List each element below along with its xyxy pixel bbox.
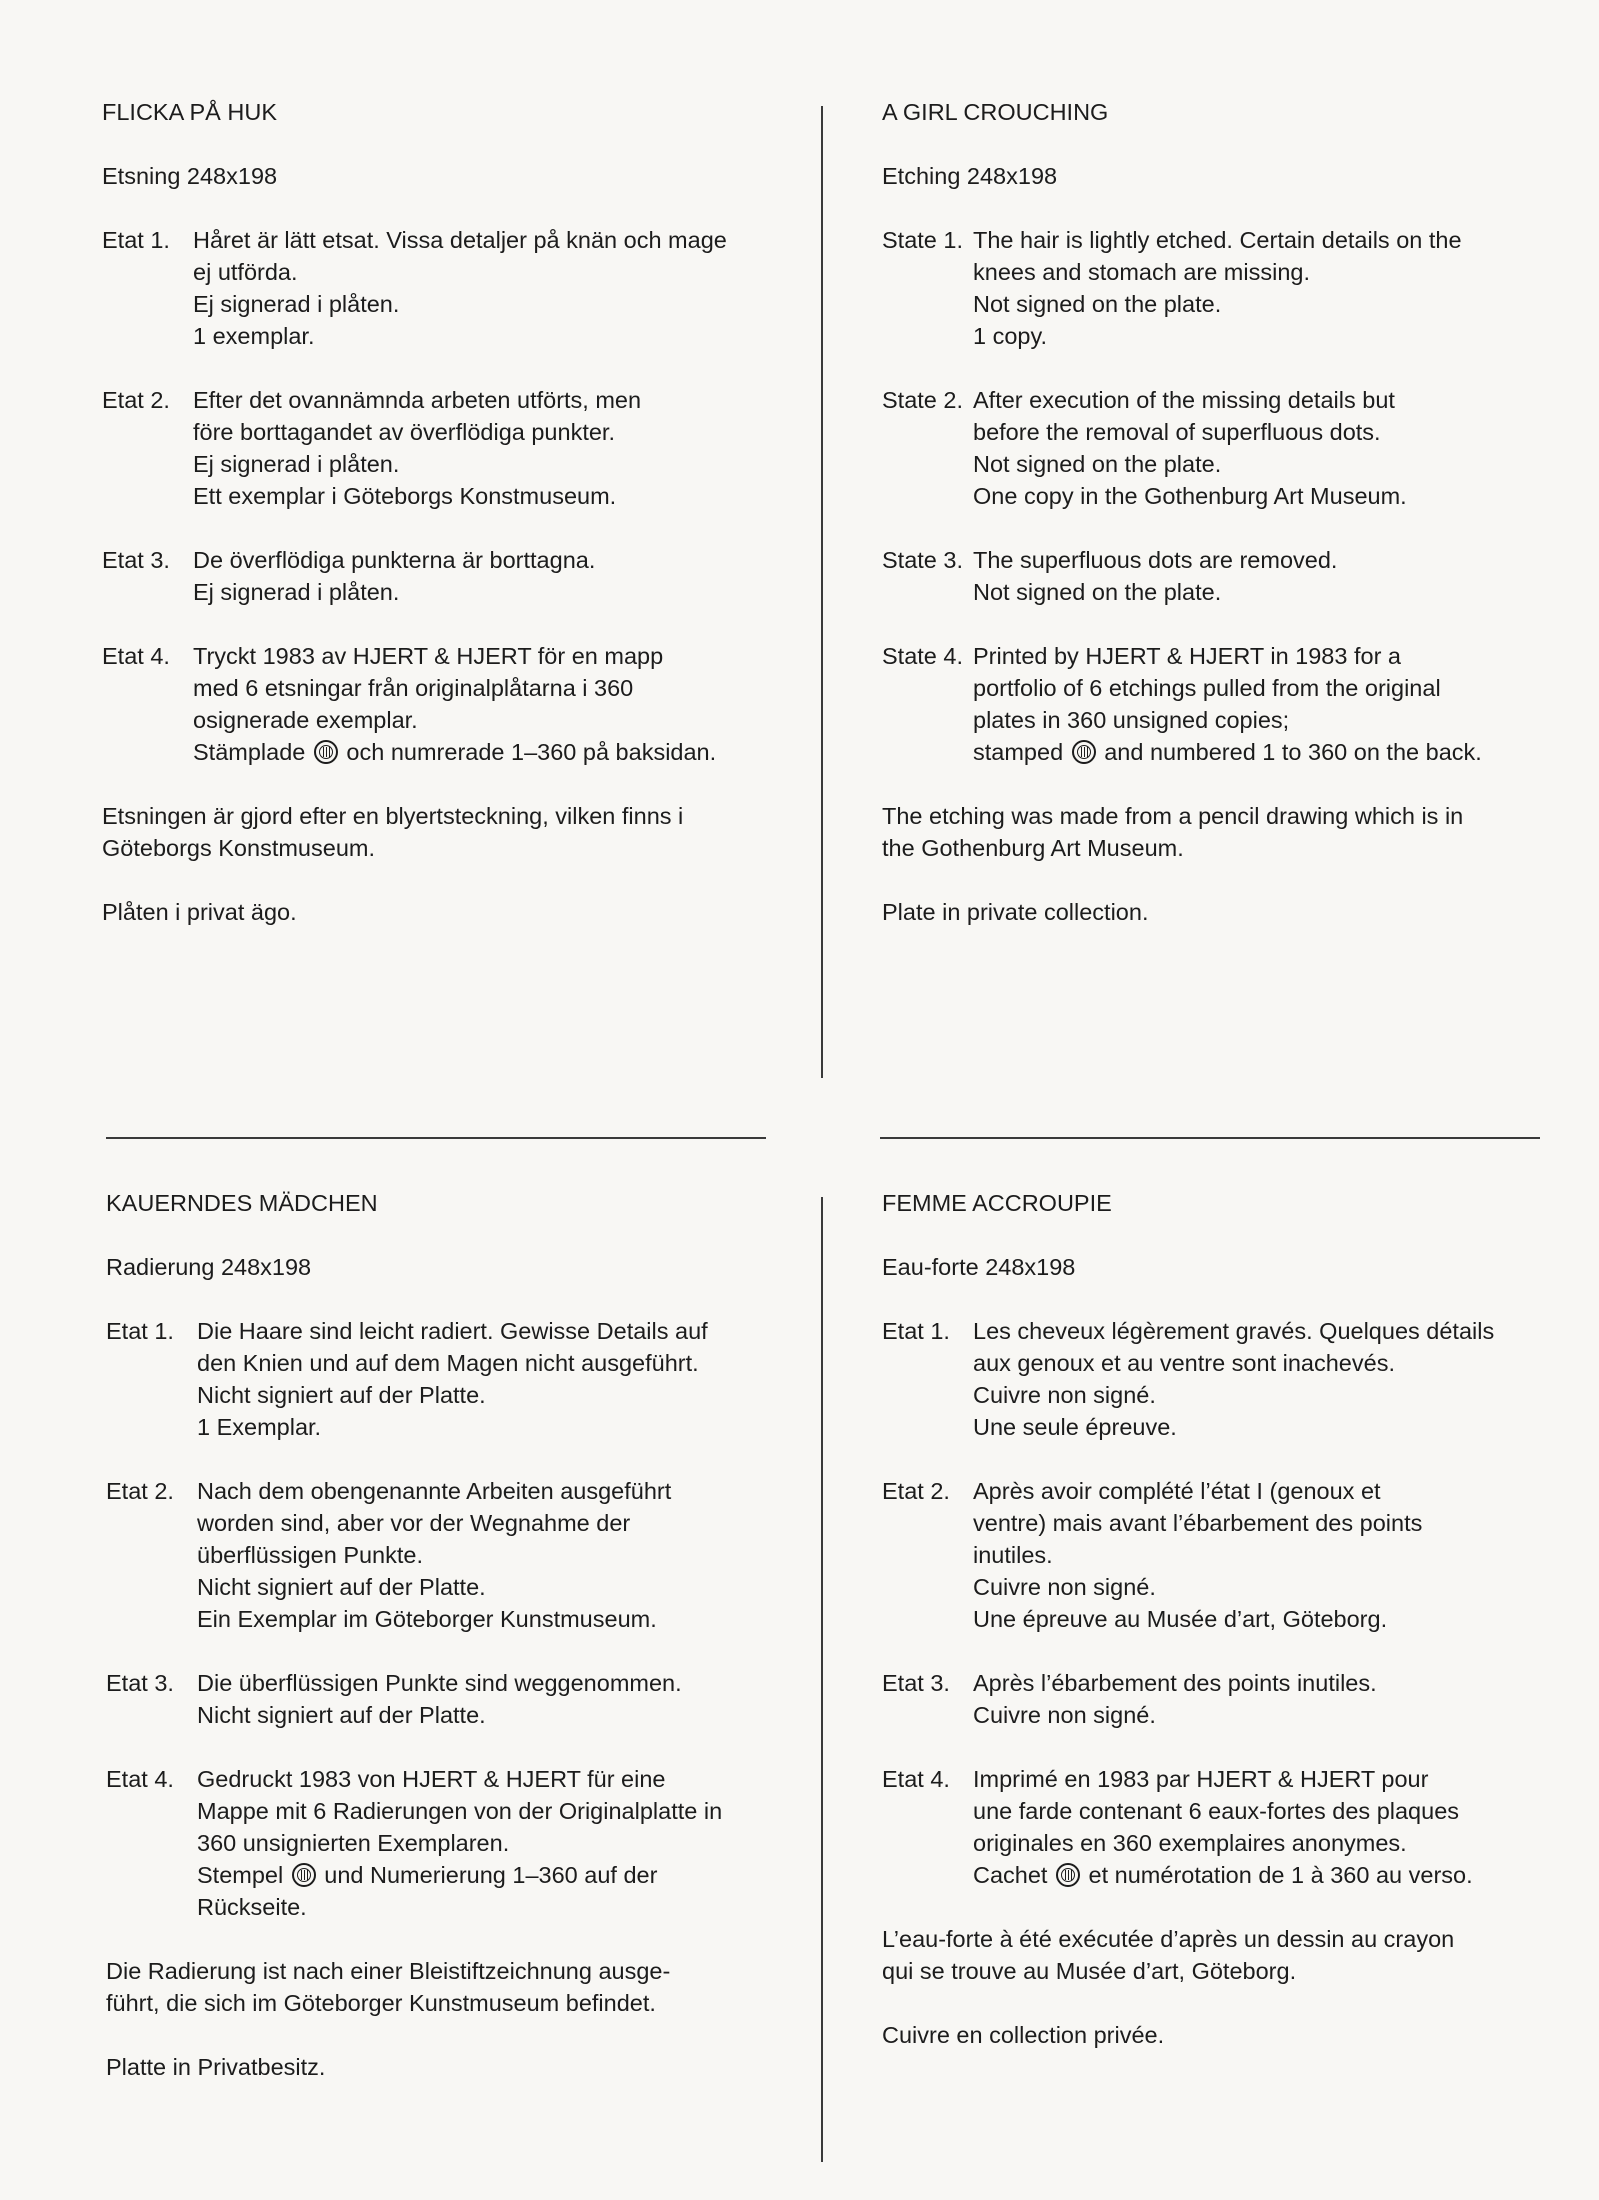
state-text xyxy=(197,1315,796,1443)
state-line: Ej signerad i plåten. xyxy=(193,291,400,317)
state-label: Etat 2. xyxy=(882,1478,950,1504)
stamp-line xyxy=(193,736,792,768)
section-french xyxy=(882,1187,1572,2083)
state-entry xyxy=(102,224,792,352)
state-entry xyxy=(882,224,1572,352)
state-line: Printed by HJERT & HJERT in 1983 for a xyxy=(973,643,1401,669)
state-line: portfolio of 6 etchings pulled from the original xyxy=(973,675,1441,701)
state-line: Ej signerad i plåten. xyxy=(193,579,400,605)
section-note xyxy=(882,800,1572,864)
note-line: qui se trouve au Musée d’art, Göteborg. xyxy=(882,1958,1297,1984)
state-line: De överflödiga punkterna är borttagna. xyxy=(193,547,596,573)
note-line: Die Radierung ist nach einer Bleistiftzeichnung ausge- xyxy=(106,1958,671,1984)
state-label: State 2. xyxy=(882,387,963,413)
stamp-line xyxy=(973,1859,1572,1891)
note-line: Platte in Privatbesitz. xyxy=(106,2054,326,2080)
state-line: The hair is lightly etched. Certain details on the xyxy=(973,227,1462,253)
state-line: Håret är lätt etsat. Vissa detaljer på knän och mage xyxy=(193,227,727,253)
hjert-stamp-icon xyxy=(314,740,338,764)
state-line: före borttagandet av överflödiga punkter. xyxy=(193,419,615,445)
state-line: Die überflüssigen Punkte sind weggenommen. xyxy=(197,1670,682,1696)
section-note xyxy=(102,896,792,928)
stamp-before-text: Stämplade xyxy=(193,739,306,765)
state-entry xyxy=(102,384,792,512)
section-note xyxy=(882,896,1572,928)
section-title: KAUERNDES MÄDCHEN xyxy=(106,1190,378,1216)
state-entry xyxy=(882,1763,1572,1891)
state-line: Une seule épreuve. xyxy=(973,1414,1177,1440)
state-text xyxy=(973,224,1572,352)
section-title: A GIRL CROUCHING xyxy=(882,99,1109,125)
section-swedish xyxy=(102,96,792,960)
state-line: Ein Exemplar im Göteborger Kunstmuseum. xyxy=(197,1606,657,1632)
state-entry xyxy=(106,1315,796,1443)
state-line: überflüssigen Punkte. xyxy=(197,1542,424,1568)
hjert-stamp-icon xyxy=(1072,740,1096,764)
state-text xyxy=(973,640,1572,768)
state-entry xyxy=(882,1315,1572,1443)
state-line: worden sind, aber vor der Wegnahme der xyxy=(197,1510,631,1536)
state-text xyxy=(197,1667,796,1731)
state-label: Etat 4. xyxy=(882,1766,950,1792)
state-label: Etat 3. xyxy=(106,1670,174,1696)
section-title: FEMME ACCROUPIE xyxy=(882,1190,1112,1216)
state-line: Ej signerad i plåten. xyxy=(193,451,400,477)
stamp-after-text: und Numerierung 1–360 auf der xyxy=(324,1862,658,1888)
state-text xyxy=(973,1475,1572,1635)
state-line: Imprimé en 1983 par HJERT & HJERT pour xyxy=(973,1766,1429,1792)
state-line: Après avoir complété l’état I (genoux et xyxy=(973,1478,1381,1504)
state-text xyxy=(973,384,1572,512)
state-entry xyxy=(102,640,792,768)
note-line: the Gothenburg Art Museum. xyxy=(882,835,1184,861)
state-label: Etat 4. xyxy=(106,1766,174,1792)
section-title: FLICKA PÅ HUK xyxy=(102,99,277,125)
note-line: Etsningen är gjord efter en blyertsteckning, vilken finns i xyxy=(102,803,684,829)
state-label: Etat 4. xyxy=(102,643,170,669)
state-line: The superfluous dots are removed. xyxy=(973,547,1338,573)
note-line: The etching was made from a pencil drawing which is in xyxy=(882,803,1464,829)
section-note xyxy=(882,2019,1572,2051)
state-line: Mappe mit 6 Radierungen von der Originalplatte in xyxy=(197,1798,723,1824)
hjert-stamp-icon xyxy=(1056,1863,1080,1887)
state-line: Après l’ébarbement des points inutiles. xyxy=(973,1670,1377,1696)
state-line: 1 exemplar. xyxy=(193,323,315,349)
section-subtitle: Radierung 248x198 xyxy=(106,1254,312,1280)
state-label: Etat 1. xyxy=(102,227,170,253)
state-line: Not signed on the plate. xyxy=(973,579,1222,605)
state-text xyxy=(193,224,792,352)
note-line: L’eau-forte à été exécutée d’après un dessin au crayon xyxy=(882,1926,1455,1952)
stamp-before-text: Cachet xyxy=(973,1862,1048,1888)
section-note xyxy=(882,1923,1572,1987)
state-line: before the removal of superfluous dots. xyxy=(973,419,1381,445)
state-line: Nach dem obengenannte Arbeiten ausgeführt xyxy=(197,1478,672,1504)
state-line: Cuivre non signé. xyxy=(973,1574,1156,1600)
state-label: Etat 1. xyxy=(106,1318,174,1344)
state-text xyxy=(197,1763,796,1923)
note-line: führt, die sich im Göteborger Kunstmuseum befindet. xyxy=(106,1990,656,2016)
state-entry xyxy=(102,544,792,608)
state-line: 1 copy. xyxy=(973,323,1048,349)
state-text xyxy=(193,544,792,608)
stamp-after-text: and numbered 1 to 360 on the back. xyxy=(1104,739,1482,765)
state-line: Nicht signiert auf der Platte. xyxy=(197,1382,486,1408)
state-label: Etat 1. xyxy=(882,1318,950,1344)
note-line: Plåten i privat ägo. xyxy=(102,899,297,925)
section-note xyxy=(106,2051,796,2083)
state-line: ventre) mais avant l’ébarbement des points xyxy=(973,1510,1423,1536)
state-text xyxy=(973,544,1572,608)
horizontal-divider-left xyxy=(106,1137,766,1139)
section-subtitle: Etching 248x198 xyxy=(882,163,1058,189)
section-note xyxy=(102,800,792,864)
state-line: den Knien und auf dem Magen nicht ausgeführt. xyxy=(197,1350,699,1376)
state-line: une farde contenant 6 eaux-fortes des plaques xyxy=(973,1798,1460,1824)
state-line: Not signed on the plate. xyxy=(973,291,1222,317)
state-label: Etat 3. xyxy=(102,547,170,573)
hjert-stamp-icon xyxy=(292,1863,316,1887)
state-line: Efter det ovannämnda arbeten utförts, men xyxy=(193,387,642,413)
state-line: inutiles. xyxy=(973,1542,1053,1568)
state-line: med 6 etsningar från originalplåtarna i 360 xyxy=(193,675,634,701)
stamp-before-text: Stempel xyxy=(197,1862,284,1888)
state-line: Cuivre non signé. xyxy=(973,1382,1156,1408)
section-note xyxy=(106,1955,796,2019)
section-german xyxy=(106,1187,796,2115)
state-line: Ett exemplar i Göteborgs Konstmuseum. xyxy=(193,483,617,509)
stamp-line xyxy=(973,736,1572,768)
state-label: Etat 3. xyxy=(882,1670,950,1696)
section-subtitle: Eau-forte 248x198 xyxy=(882,1254,1076,1280)
note-line: Plate in private collection. xyxy=(882,899,1149,925)
state-line: Nicht signiert auf der Platte. xyxy=(197,1702,486,1728)
horizontal-divider-right xyxy=(880,1137,1540,1139)
state-text xyxy=(193,384,792,512)
state-entry xyxy=(882,384,1572,512)
state-line: aux genoux et au ventre sont inachevés. xyxy=(973,1350,1395,1376)
state-line: Une épreuve au Musée d’art, Göteborg. xyxy=(973,1606,1388,1632)
state-label: State 4. xyxy=(882,643,963,669)
state-line: Tryckt 1983 av HJERT & HJERT för en mapp xyxy=(193,643,664,669)
state-line: Les cheveux légèrement gravés. Quelques détails xyxy=(973,1318,1495,1344)
state-text xyxy=(973,1667,1572,1731)
stamp-after-text: et numérotation de 1 à 360 au verso. xyxy=(1088,1862,1473,1888)
stamp-line xyxy=(197,1859,796,1891)
state-entry xyxy=(106,1763,796,1923)
state-line: originales en 360 exemplaires anonymes. xyxy=(973,1830,1407,1856)
state-line: One copy in the Gothenburg Art Museum. xyxy=(973,483,1407,509)
state-label: Etat 2. xyxy=(102,387,170,413)
state-label: State 1. xyxy=(882,227,963,253)
section-english xyxy=(882,96,1572,960)
stamp-before-text: stamped xyxy=(973,739,1064,765)
state-text xyxy=(973,1763,1572,1891)
state-line: ej utförda. xyxy=(193,259,298,285)
state-line: Not signed on the plate. xyxy=(973,451,1222,477)
state-line: Gedruckt 1983 von HJERT & HJERT für eine xyxy=(197,1766,666,1792)
section-subtitle: Etsning 248x198 xyxy=(102,163,278,189)
state-entry xyxy=(882,1475,1572,1635)
state-line: 360 unsignierten Exemplaren. xyxy=(197,1830,510,1856)
state-text xyxy=(197,1475,796,1635)
state-line: Rückseite. xyxy=(197,1894,307,1920)
state-entry xyxy=(106,1667,796,1731)
state-line: knees and stomach are missing. xyxy=(973,259,1310,285)
state-text xyxy=(193,640,792,768)
state-entry xyxy=(882,640,1572,768)
state-line: After execution of the missing details but xyxy=(973,387,1395,413)
state-line: plates in 360 unsigned copies; xyxy=(973,707,1290,733)
vertical-divider-bottom xyxy=(821,1197,823,2162)
state-line: Die Haare sind leicht radiert. Gewisse Details auf xyxy=(197,1318,708,1344)
state-line: 1 Exemplar. xyxy=(197,1414,322,1440)
state-label: State 3. xyxy=(882,547,963,573)
state-entry xyxy=(106,1475,796,1635)
vertical-divider-top xyxy=(821,106,823,1078)
state-line: osignerade exemplar. xyxy=(193,707,418,733)
state-entry xyxy=(882,544,1572,608)
state-line: Nicht signiert auf der Platte. xyxy=(197,1574,486,1600)
state-label: Etat 2. xyxy=(106,1478,174,1504)
note-line: Göteborgs Konstmuseum. xyxy=(102,835,375,861)
note-line: Cuivre en collection privée. xyxy=(882,2022,1165,2048)
state-entry xyxy=(882,1667,1572,1731)
stamp-after-text: och numrerade 1–360 på baksidan. xyxy=(346,739,717,765)
state-text xyxy=(973,1315,1572,1443)
state-line: Cuivre non signé. xyxy=(973,1702,1156,1728)
